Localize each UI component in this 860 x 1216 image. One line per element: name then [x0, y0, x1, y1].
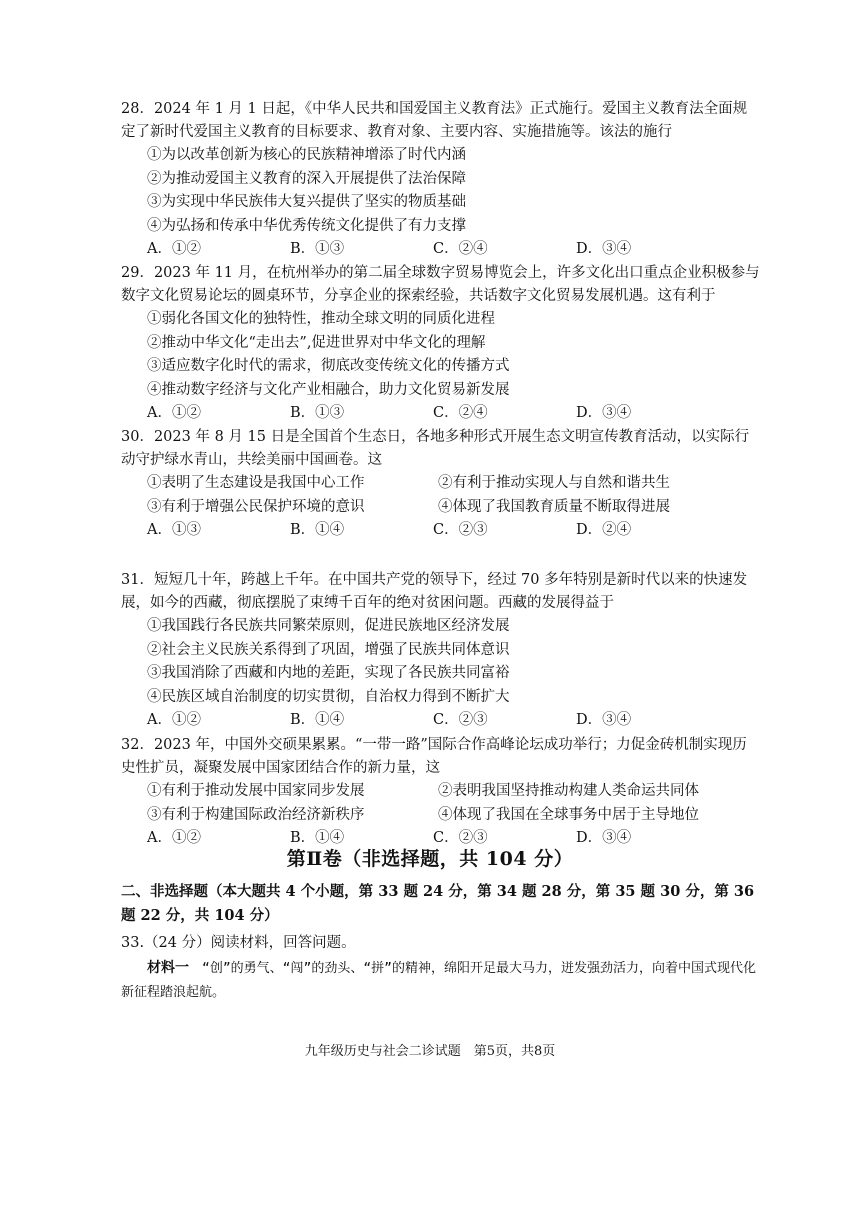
option-statement: ④体现了我国在全球事务中居于主导地位 — [438, 806, 699, 823]
option-statement: ③我国消除了西藏和内地的差距，实现了各民族共同富裕 — [147, 665, 510, 681]
choice-d: D．③④ — [576, 830, 632, 846]
choice-d: D．③④ — [576, 712, 632, 728]
choice-b: B．①③ — [290, 405, 345, 421]
choice-b: B．①④ — [290, 830, 345, 846]
question-stem: 32．2023 年，中国外交硕果累累。“一带一路”国际合作高峰论坛成功举行；力促金砖机制实现历史性扩员，凝聚发展中国家团结合作的新力量，这 — [121, 737, 747, 776]
choice-b: B．①③ — [290, 241, 345, 257]
choice-d: D．③④ — [576, 405, 632, 421]
question-stem: 31．短短几十年，跨越上千年。在中国共产党的领导下，经过 70 多年特别是新时代以来的快速发展，如今的西藏，彻底摆脱了束缚千百年的绝对贫困问题。西藏的发展得益于 — [121, 572, 748, 611]
option-grid — [147, 780, 761, 827]
question-29 — [121, 262, 761, 426]
question-30 — [121, 426, 761, 543]
question-32 — [121, 734, 761, 851]
material-one — [121, 956, 761, 1005]
option-statement: ③有利于构建国际政治经济新秩序 — [147, 806, 365, 823]
question-stem: 30．2023 年 8 月 15 日是全国首个生态日，各地多种形式开展生态文明宣传教育活动，以实际行动守护绿水青山，共绘美丽中国画卷。这 — [121, 429, 750, 468]
answer-choices — [147, 402, 761, 426]
choice-a: A．①② — [147, 830, 201, 846]
material-text: “创”的勇气、“闯”的劲头、“拼”的精神，绵阳开足最大马力，迸发强劲活力，向着中国式现代化新征程踏浪起航。 — [121, 961, 756, 1000]
option-statement: ④体现了我国教育质量不断取得进展 — [438, 498, 670, 515]
option-statement: ②有利于推动实现人与自然和谐共生 — [438, 475, 670, 491]
option-statement: ②为推动爱国主义教育的深入开展提供了法治保障 — [147, 170, 466, 187]
option-statement: ③为实现中华民族伟大复兴提供了坚实的物质基础 — [147, 194, 466, 210]
option-statement: ①弱化各国文化的独特性，推动全球文明的同质化进程 — [147, 311, 495, 327]
choice-c: C．②③ — [433, 830, 488, 846]
choice-b: B．①④ — [290, 522, 345, 538]
option-statement: ②推动中华文化“走出去”,促进世界对中华文化的理解 — [147, 334, 486, 351]
option-statement: ③有利于增强公民保护环境的意识 — [147, 498, 365, 515]
option-statement: ②社会主义民族关系得到了巩固，增强了民族共同体意识 — [147, 641, 510, 658]
option-statement: ③适应数字化时代的需求，彻底改变传统文化的传播方式 — [147, 358, 510, 374]
option-statement: ④民族区域自治制度的切实贯彻，自治权力得到不断扩大 — [147, 688, 510, 705]
question-stem: 28．2024 年 1 月 1 日起，《中华人民共和国爱国主义教育法》正式施行。爱国主义教育法全面规定了新时代爱国主义教育的目标要求、教育对象、主要内容、实施措施等。该法的施行 — [121, 101, 748, 140]
question-33-prompt: 33.（24 分）阅读材料，回答问题。 — [121, 935, 356, 951]
option-statement: ①为以改革创新为核心的民族精神增添了时代内涵 — [147, 147, 466, 163]
choice-d: D．②④ — [576, 522, 632, 538]
answer-choices — [147, 519, 761, 543]
option-statement: ④为弘扬和传承中华优秀传统文化提供了有力支撑 — [147, 217, 466, 234]
option-grid — [147, 472, 761, 519]
page-footer: 九年级历史与社会二诊试题 第5页，共8页 — [304, 1044, 556, 1059]
material-label: 材料一 — [147, 960, 189, 976]
choice-d: D．③④ — [576, 241, 632, 257]
section-title: 第Ⅱ卷（非选择题，共 104 分） — [286, 848, 574, 870]
choice-a: A．①② — [147, 241, 201, 257]
option-statement: ②表明我国坚持推动构建人类命运共同体 — [438, 783, 699, 799]
option-statement: ①有利于推动发展中国家同步发展 — [147, 783, 365, 799]
answer-choices — [147, 238, 761, 262]
choice-b: B．①④ — [290, 712, 345, 728]
section-heading: 二、非选择题（本大题共 4 个小题，第 33 题 24 分，第 34 题 28 分，第 35 题 30 分，第 36 题 22 分，共 104 分） — [121, 883, 755, 924]
choice-a: A．①③ — [147, 522, 201, 538]
option-statement: ①我国践行各民族共同繁荣原则，促进民族地区经济发展 — [147, 618, 510, 634]
choice-c: C．②③ — [433, 522, 488, 538]
choice-c: C．②③ — [433, 712, 488, 728]
option-statement: ④推动数字经济与文化产业相融合，助力文化贸易新发展 — [147, 381, 510, 398]
option-statement: ①表明了生态建设是我国中心工作 — [147, 475, 365, 491]
question-stem: 29．2023 年 11 月，在杭州举办的第二届全球数字贸易博览会上，许多文化出口重点企业积极参与数字文化贸易论坛的圆桌环节，分享企业的探索经验，共话数字文化贸易发展机遇。这有利于 — [121, 265, 760, 304]
answer-choices — [147, 709, 761, 733]
question-28 — [121, 98, 761, 262]
choice-c: C．②④ — [433, 405, 488, 421]
choice-a: A．①② — [147, 712, 201, 728]
question-31 — [121, 569, 761, 733]
choice-c: C．②④ — [433, 241, 488, 257]
choice-a: A．①② — [147, 405, 201, 421]
